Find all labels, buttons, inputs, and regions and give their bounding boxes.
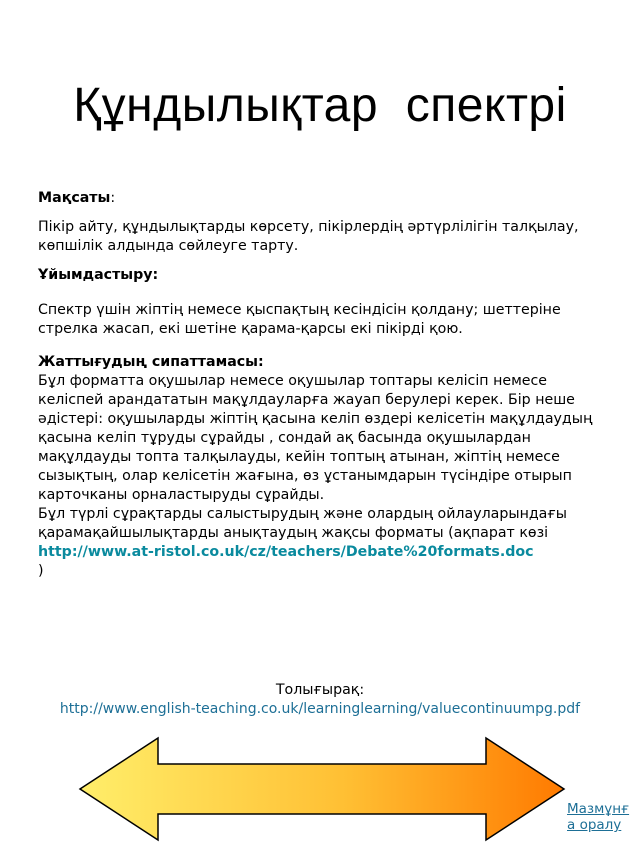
- purpose-heading: Мақсаты: [38, 190, 111, 206]
- description-text-1: Бұл форматта оқушылар немесе оқушылар топтары келісіп немесе келіспей арандататын мақұлдауларға жауап берулері керек. Бір неше әдістері: оқушыларды жіптің қасына келіп өздері келісетін мақұлдаудың қасына келіп тұруды сұрайды , сондай ақ басында оқушылардан мақұлдауды топта талқылауды, кейін топтың атынан, жіптің немесе сызықтың, олар келісетін жағына, өз ұстанымдарын түсіндіре отырып карточканы орналастыруды сұрайды.: [38, 373, 593, 503]
- back-to-contents-link[interactable]: Мазмұнға оралу: [567, 801, 630, 833]
- source-link[interactable]: http://www.at-ristol.co.uk/cz/teachers/Debate%20formats.doc: [38, 544, 534, 560]
- organization-heading: Ұйымдастыру:: [38, 267, 159, 283]
- more-info-label: Толығырақ:: [275, 682, 365, 698]
- description-text-2: Бұл түрлі сұрақтарды салыстырудың және олардың ойлауларындағы қарамақайшылықтарды анықтаудың жақсы форматы (ақпарат көзі: [38, 506, 567, 541]
- organization-text: Спектр үшін жіптің немесе қыспақтың кесіндісін қолдану; шеттеріне стрелка жасап, екі шетіне қарама-қарсы екі пікірді қою.: [38, 302, 561, 337]
- more-info-link[interactable]: http://www.english-teaching.co.uk/learninglearning/valuecontinuumpg.pdf: [59, 701, 581, 717]
- slide-title: Құндылықтар спектрі: [73, 79, 567, 132]
- double-headed-arrow-icon: [78, 736, 566, 842]
- purpose-colon: :: [110, 190, 116, 206]
- content-body: [38, 189, 598, 581]
- description-heading: Жаттығудың сипаттамасы:: [38, 354, 264, 370]
- purpose-text: Пікір айту, құндылықтарды көрсету, пікірлердің әртүрлілігін талқылау, көпшілік алдында сөйлеуге тарту.: [38, 219, 579, 254]
- close-paren: ): [38, 563, 44, 579]
- more-info: [0, 681, 640, 719]
- purpose-heading-line: [38, 189, 598, 208]
